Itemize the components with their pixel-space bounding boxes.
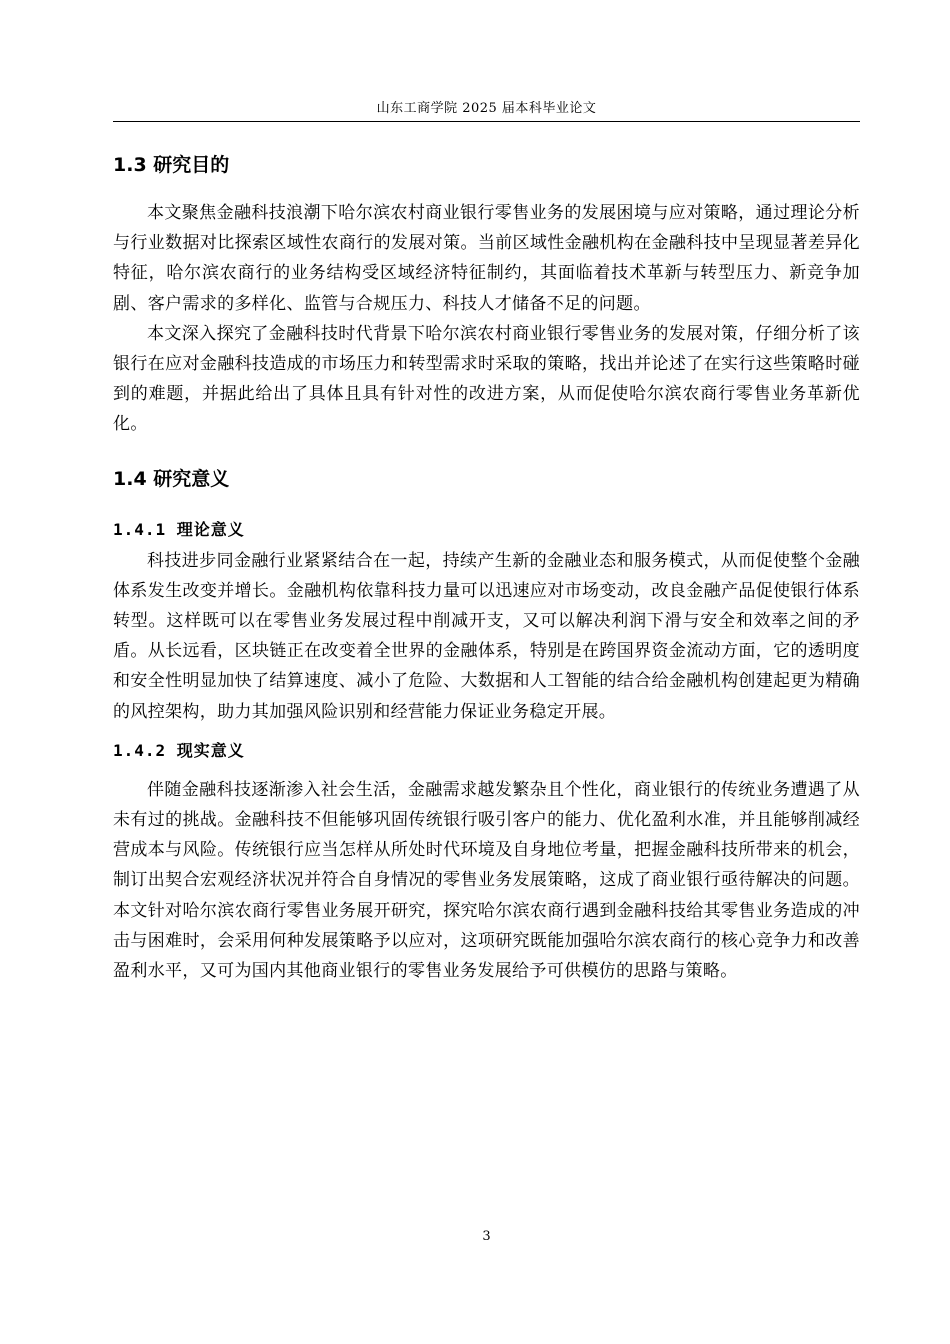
subsection-heading-theoretical-significance: 1.4.1 理论意义 [113, 519, 245, 539]
document-body [113, 140, 860, 986]
subsection-heading-practical-significance: 1.4.2 现实意义 [113, 740, 245, 760]
page-number: 3 [482, 1229, 491, 1244]
body-paragraph: 本文深入探究了金融科技时代背景下哈尔滨农村商业银行零售业务的发展对策，仔细分析了该银行在应对金融科技造成的市场压力和转型需求时采取的策略，找出并论述了在实行这些策略时碰到的难题，并据此给出了具体且具有针对性的改进方案，从而促使哈尔滨农商行零售业务革新优化。 [113, 323, 860, 435]
body-paragraph: 伴随金融科技逐渐渗入社会生活，金融需求越发繁杂且个性化，商业银行的传统业务遭遇了从未有过的挑战。金融科技不但能够巩固传统银行吸引客户的能力、优化盈利水准，并且能够削减经营成本与风险。传统银行应当怎样从所处时代环境及自身地位考量，把握金融科技所带来的机会，制订出契合宏观经济状况并符合自身情况的零售业务发展策略，这成了商业银行亟待解决的问题。本文针对哈尔滨农商行零售业务展开研究，探究哈尔滨农商行遇到金融科技给其零售业务造成的冲击与困难时，会采用何种发展策略予以应对，这项研究既能加强哈尔滨农商行的核心竞争力和改善盈利水平，又可为国内其他商业银行的零售业务发展给予可供模仿的思路与策略。 [113, 779, 860, 982]
header-rule [113, 121, 860, 122]
page-header: 山东工商学院 2025 届本科毕业论文 [376, 101, 597, 116]
body-paragraph: 科技进步同金融行业紧紧结合在一起，持续产生新的金融业态和服务模式，从而促使整个金融体系发生改变并增长。金融机构依靠科技力量可以迅速应对市场变动，改良金融产品促使银行体系转型。这样既可以在零售业务发展过程中削减开支，又可以解决利润下滑与安全和效率之间的矛盾。从长远看，区块链正在改变着全世界的金融体系，特别是在跨国界资金流动方面，它的透明度和安全性明显加快了结算速度、减小了危险、大数据和人工智能的结合给金融机构创建起更为精确的风控架构，助力其加强风险识别和经营能力保证业务稳定开展。 [113, 550, 860, 722]
section-heading-research-significance: 1.4 研究意义 [113, 467, 230, 490]
section-heading-research-purpose: 1.3 研究目的 [113, 154, 230, 176]
body-paragraph: 本文聚焦金融科技浪潮下哈尔滨农村商业银行零售业务的发展困境与应对策略，通过理论分析与行业数据对比探索区域性农商行的发展对策。当前区域性金融机构在金融科技中呈现显著差异化特征，哈尔滨农商行的业务结构受区域经济特征制约，其面临着技术革新与转型压力、新竞争加剧、客户需求的多样化、监管与合规压力、科技人才储备不足的问题。 [113, 203, 860, 314]
